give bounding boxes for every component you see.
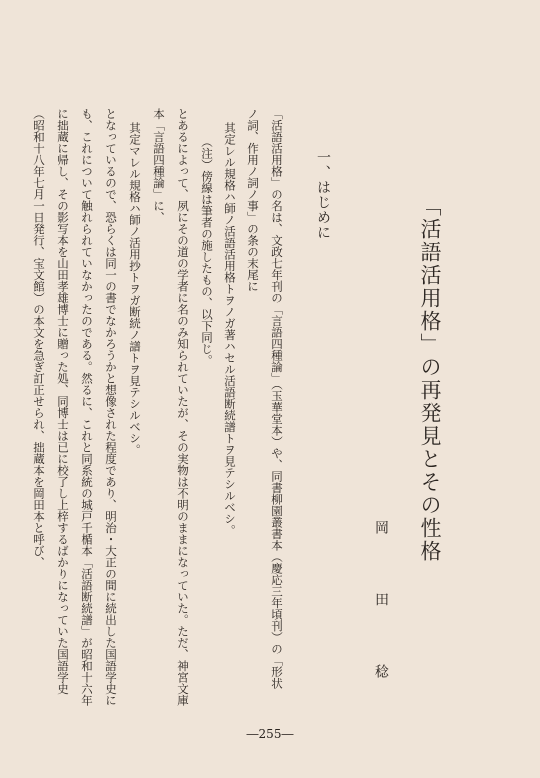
- body-line: ノ詞、作用ノ詞ノ事」の条の末尾に: [246, 108, 260, 292]
- body-line: も、これについて触れられていなかったのである。然るに、これと同系統の城戸千楯本「活語断続譜」が昭和十六年: [80, 108, 94, 706]
- body-line: とあるによって、夙にその道の学者に名のみ知られていたが、その実物は不明のままになっていた。ただ、神宮文庫: [176, 108, 190, 706]
- body-line: 其定レル規格ハ師ノ活語活用格トヲノガ著ハセル活語断続譜トヲ見テシルベシ。: [223, 122, 237, 536]
- body-line: 本「言語四種論」に、: [152, 108, 166, 223]
- body-line: （昭和十八年七月一日発行、宝文館）の本文を急ぎ訂正せられ、拙蔵本を岡田本と呼び、: [32, 108, 46, 568]
- article-title: 「活語活用格」の再発見とその性格: [418, 195, 442, 563]
- body-line: 「活語活用格」の名は、文政七年刊の「言語四種論」（玉華堂本）や、同書柳園叢書本（慶応三年頃刊）の「形状: [270, 108, 284, 689]
- section-heading: 一、はじめに: [315, 150, 331, 240]
- author-name: 岡 田 稔: [373, 520, 389, 700]
- page-number: ―255―: [246, 727, 294, 741]
- body-line: 其定マレル規格ハ師ノ活用抄トヲガ断続ノ譜トヲ見テシルベシ。: [128, 122, 142, 456]
- body-line: となっているので、恐らくは同一の書でなかろうかと想像された程度であり、明治・大正の間に続出した国語学史に: [104, 108, 118, 706]
- body-line: （注）傍線は筆者の施したもの、以下同じ。: [200, 136, 214, 366]
- body-line: に拙蔵に帰し、その影写本を山田孝雄博士に贈った処、同博士は已に校了し上梓するばかりになっていた国語学史: [56, 108, 70, 695]
